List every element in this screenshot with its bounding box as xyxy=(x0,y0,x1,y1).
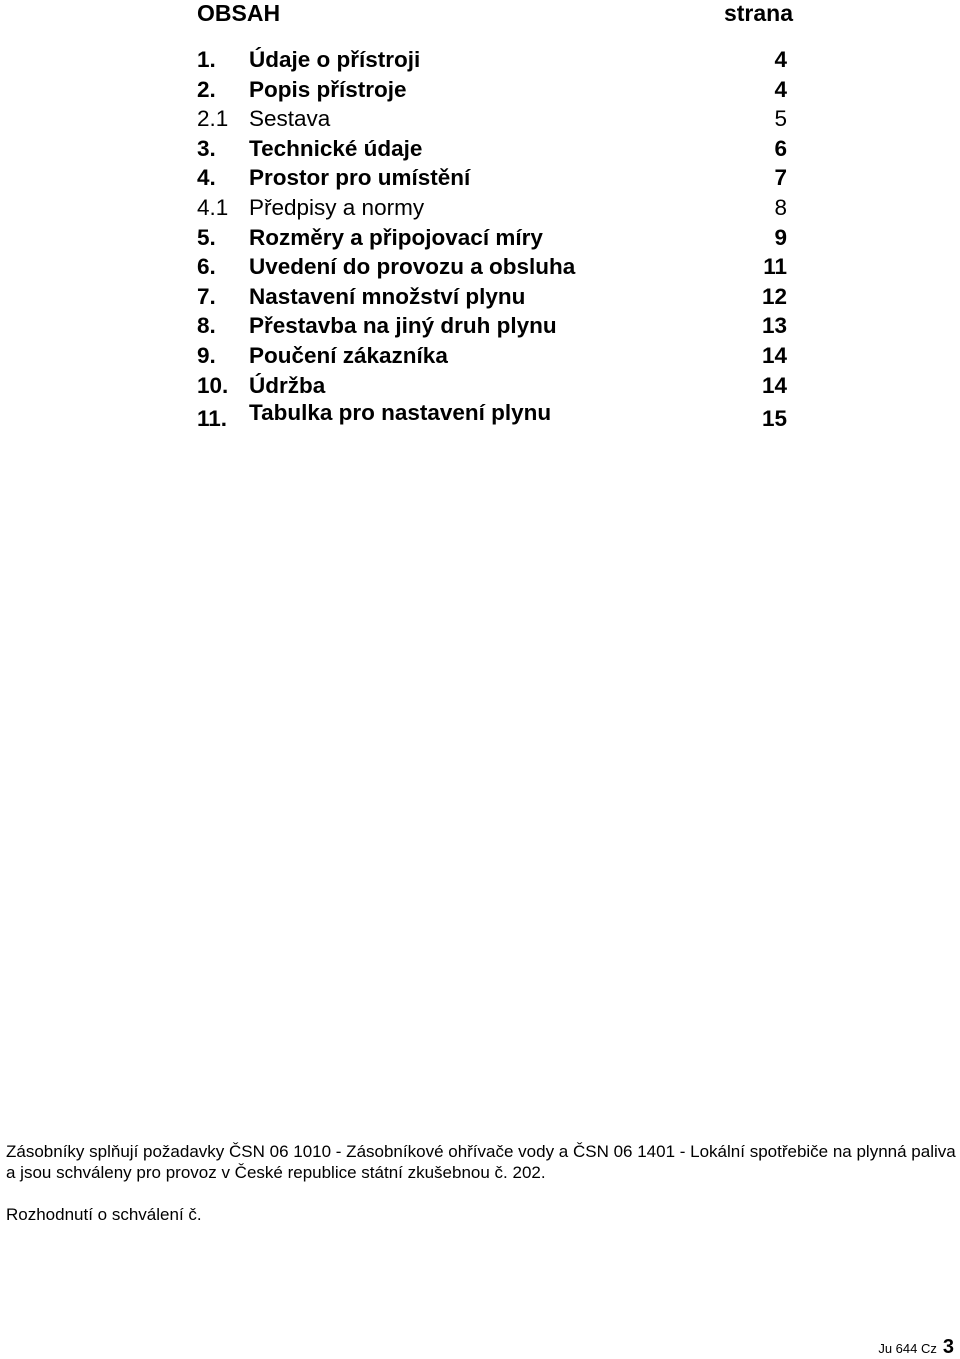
toc-entry-label: Technické údaje xyxy=(249,135,423,161)
toc-entry-page: 6 xyxy=(774,135,787,161)
toc-entry-page: 14 xyxy=(761,342,787,368)
toc-entry xyxy=(197,104,787,134)
toc-entry-page: 7 xyxy=(774,165,787,191)
toc-entry-number: 4.1 xyxy=(197,194,229,220)
toc-entry-number: 1. xyxy=(197,47,216,72)
toc-entry-page: 12 xyxy=(761,283,787,309)
toc-entry-number: 9. xyxy=(197,342,216,368)
toc-entry-label: Uvedení do provozu a obsluha xyxy=(249,254,576,280)
toc-entry xyxy=(197,163,787,193)
toc-entry xyxy=(197,400,787,430)
toc-entry-page: 11 xyxy=(763,254,787,280)
toc-entry-label: Přestavba na jiný druh plynu xyxy=(249,313,557,339)
compliance-note: Zásobníky splňují požadavky ČSN 06 1010 - Zásobníkové ohřívače vody a ČSN 06 1401 - Lokální spotřebiče na plynná paliva a jsou schváleny pro provoz v České republice státní zkušebnou č. 202. xyxy=(6,1142,956,1182)
toc-entry-label: Údržba xyxy=(249,372,326,398)
toc-entry-label: Sestava xyxy=(249,106,331,132)
document-code: Ju 644 Cz xyxy=(878,1341,937,1356)
toc-entry-page: 13 xyxy=(761,313,787,339)
toc-entry-number: 6. xyxy=(197,254,216,280)
toc-entry-number: 2.1 xyxy=(197,106,229,132)
toc-entry-page: 4 xyxy=(774,76,787,102)
toc-entry-number: 11. xyxy=(197,406,228,432)
approval-line: Rozhodnutí o schválení č. xyxy=(6,1205,202,1224)
toc-entry-label: Poučení zákazníka xyxy=(249,342,448,368)
toc-entry-page: 5 xyxy=(774,106,787,132)
toc-entry xyxy=(197,282,787,312)
toc-entry-page: 4 xyxy=(774,47,787,72)
toc-entry xyxy=(197,45,787,75)
toc-entry-number: 3. xyxy=(197,135,216,161)
toc-entry xyxy=(197,341,787,371)
toc-entry-page: 15 xyxy=(761,406,787,432)
toc-header xyxy=(197,0,793,28)
toc-entry-label: Prostor pro umístění xyxy=(249,165,471,191)
toc-entry-number: 4. xyxy=(197,165,216,191)
toc-entry-label: Předpisy a normy xyxy=(249,194,425,220)
toc-entry-label: Rozměry a připojovací míry xyxy=(249,224,543,250)
toc-entry xyxy=(197,311,787,341)
toc-entry-number: 2. xyxy=(197,76,216,102)
toc-entry xyxy=(197,193,787,223)
toc-entry-page: 14 xyxy=(761,372,787,398)
toc-entry-number: 8. xyxy=(197,313,216,339)
toc-entry-number: 5. xyxy=(197,224,216,250)
toc-entry xyxy=(197,223,787,253)
toc-entry-page: 9 xyxy=(774,224,787,250)
page-column-label: strana xyxy=(723,0,793,26)
toc-entry-label: Údaje o přístroji xyxy=(249,47,421,72)
toc-entry xyxy=(197,134,787,164)
page-number: 3 xyxy=(942,1336,954,1358)
toc-entry-label: Nastavení množství plynu xyxy=(249,283,526,309)
toc-entry xyxy=(197,371,787,401)
toc-entry xyxy=(197,252,787,282)
toc-entry-label: Tabulka pro nastavení plynu xyxy=(249,400,552,426)
toc-title: OBSAH xyxy=(197,0,281,26)
toc-entry-number: 7. xyxy=(197,283,216,309)
toc-entry-label: Popis přístroje xyxy=(249,76,407,102)
toc-entry-number: 10. xyxy=(197,372,229,398)
page-footer xyxy=(878,1336,954,1359)
toc-entry-page: 8 xyxy=(774,194,787,220)
toc-entry xyxy=(197,75,787,105)
toc-list xyxy=(197,45,787,430)
